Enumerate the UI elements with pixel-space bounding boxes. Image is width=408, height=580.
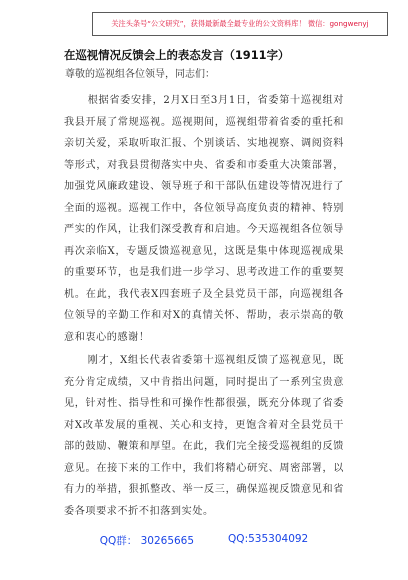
paragraph-2: 刚才，X组长代表省委第十巡视组反馈了巡视意见，既充分肯定成绩，又中肯指出问题，同时提出了一系列宝贵意见，针对性、指导性和可操作性都很强，既充分体现了省委对X改革发展的重视、关心和支持，更饱含着对全县党员干部的鼓励、鞭策和厚望。在此，我们完全接受巡视组的反馈意见。在接下来的工作中，我们将精心研究、周密部署，以有力的举措，狠抓整改、举一反三，确保巡视反馈意见和省委各项要求不折不扣落到实处。 bbox=[64, 355, 344, 517]
header-banner-text: 关注头条号“公文研究”，获得最新最全最专业的公文资料库！ 微信：gongwenyj bbox=[111, 19, 369, 28]
document-title: 在巡视情况反馈会上的表态发言（1911字） bbox=[64, 48, 290, 62]
document-body bbox=[64, 48, 344, 522]
footer-qq-group: QQ群： 30265665 bbox=[99, 535, 195, 547]
header-banner bbox=[92, 12, 388, 36]
footer-qq: QQ:535304092 bbox=[228, 533, 309, 545]
document-salutation: 尊敬的巡视组各位领导，同志们： bbox=[65, 69, 215, 80]
footer-contacts bbox=[0, 533, 408, 548]
paragraph-1: 根据省委安排，2月X日至3月1日，省委第十巡视组对我县开展了常规巡视。巡视期间，巡视组带着省委的重托和亲切关爱，采取听取汇报、个别谈话、实地视察、调阅资料等形式，对我县贯彻落实中央、省委和市委重大决策部署，加强党风廉政建设、领导班子和干部队伍建设等情况进行了全面的巡视。巡视工作中，各位领导高度负责的精神、特别严实的作风，让我们深受教育和启迪。今天巡视组各位领导再次亲临X，专题反馈巡视意见，这既是集中体现巡视成果的重要环节，也是我们进一步学习、思考改进工作的重要契机。在此，我代表X四套班子及全县党员干部，向巡视组各位领导的辛勤工作和对X的真情关怀、帮助，表示崇高的敬意和衷心的感谢！ bbox=[64, 95, 344, 343]
